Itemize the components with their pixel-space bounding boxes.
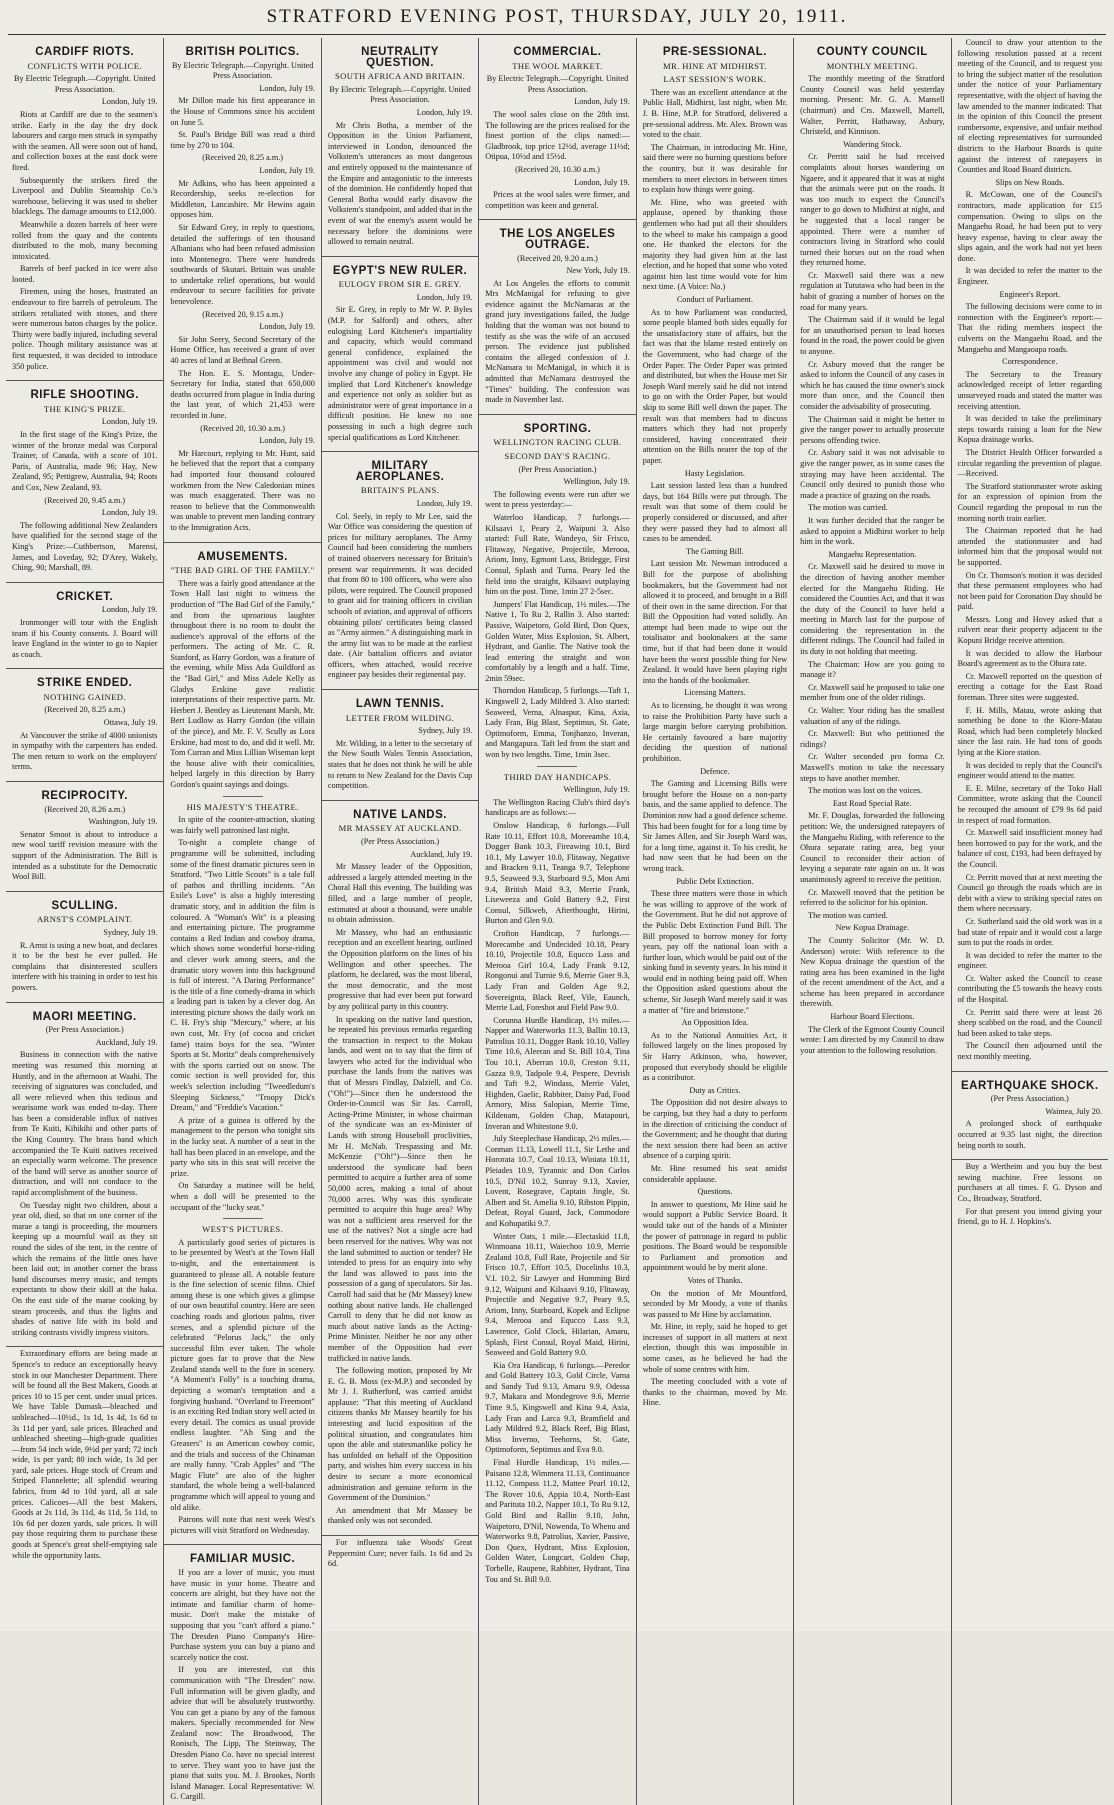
dateline: Auckland, July 19.: [410, 849, 473, 859]
advertisement: For that present you intend giving your friend, go to H. J. Hopkins's.: [957, 1206, 1102, 1227]
dateline: London, July 19.: [101, 605, 158, 615]
article-headline: BRITISH POLITICS.: [185, 46, 300, 58]
article-headline: NEUTRALITY QUESTION.: [361, 46, 439, 69]
agency-line: By Electric Telegraph.—Copyright. United Press Association.: [486, 74, 629, 94]
article-headline: EGYPT'S NEW RULER.: [332, 264, 468, 277]
section-heading: Slips on New Roads.: [995, 177, 1065, 187]
paragraph: It was decided to reply that the Council's engineer would attend to the matter.: [957, 760, 1102, 781]
received-line: (Received 20, 9.45 a.m.): [44, 495, 126, 505]
column-1: [6, 38, 163, 1805]
paragraph: If you are a lover of music, you must have music in your home. Theatre and concerts are alright, but they have not the intimate and familiar charm of home-music. Don't make the mistake of supposing that you "can't afford a piano." The Dresden Piano Company's Hire-Purchase system you can buy a piano and scarcely notice the cost.: [170, 1567, 315, 1662]
dateline: Washington, July 19.: [88, 817, 158, 827]
paragraph: R. McCowan, one of the Council's contractors, made application for £15 compensation. Owing to slips on the Mangaehu Road, he had been put to very heavy expense, having to clear away the slips again, and the work had not yet been done.: [957, 190, 1102, 263]
column-2: [163, 38, 320, 1805]
paragraph: Barrels of beef packed in ice were also looted.: [12, 264, 158, 284]
paragraph: Corunna Hurdle Handicap, 1½ miles.—Napper and Waterworks 11.3, Ballin 10.13, Patrolius 10.11, Dogger Bank 10.10, Valley Time 10.6, Aleeran and St. Bill 10.4, Tina Tou 10.1, Aberran 10.0, Creston 9.11, Gazza 9.9, Tadpole 9.4, Pespere, Devrish and Taft 9.2, Windass, Merrie Valet, Highden, Gaelic, Rabbiter, Daisy Pad, Food Armory, Miss Salopian, Merrie Time, Kildenam, Golden Chap, Matapouri, Inveran and Whitestone 9.0.: [485, 1015, 630, 1131]
article-subheadline: THE KING'S PRIZE.: [43, 403, 126, 414]
article-subheadline: SOUTH AFRICA AND BRITAIN.: [335, 71, 466, 82]
paragraph: Cr. Maxwell reported on the question of erecting a cottage for the East Road foreman. Three sites were suggested.: [957, 671, 1102, 703]
paragraph: R. Arnst is using a new boat, and declares it to be the best he ever pulled. He complains that disinterested scullers interfere with his training in order to test his powers.: [12, 940, 158, 992]
dateline: London, July 19.: [574, 177, 630, 187]
paragraph: The Chairman, in introducing Mr. Hine, said there were no burning questions before the country, but it was desirable for members to meet electors in between times to explain how things were going.: [642, 142, 788, 195]
article-headline: LAWN TENNIS.: [355, 698, 445, 711]
paragraph: The District Health Officer forwarded a circular regarding the prevention of plague.—Received.: [957, 447, 1102, 479]
paragraph: St. Paul's Bridge Bill was read a third time by 270 to 104.: [170, 130, 315, 150]
paragraph: Mr Chris Botha, a member of the Opposition in the Union Parliament, interviewed in London, denounced the Volkstem's utterances as most dangerous and entirely opposed to the maintenance of the Empire and antagonistic to the interests of the dominion. He confidently hoped that General Botha would early disavow the Volkstem's standpoint, and added that in the event of war the enemy's assent would be necessary before the dominions were allowed to remain neutral.: [327, 120, 473, 247]
paragraph: Mr Harcourt, replying to Mr. Hunt, said he believed that the report that a company had imported four thousand coloured workmen from the New Caledonian mines was much exaggerated. There was no reason to believe that the Commonwealth was unable to prevent men landing contrary to the Immigration Acts.: [170, 448, 315, 532]
paragraph: Prices at the wool sales were firmer, and competition was keen and general.: [485, 190, 630, 210]
paragraph: Last session lasted less than a hundred days, but 164 Bills were put through. The result was that some of them could be properly considered or discussed, and after they were passed they had to almost all cases to be amended.: [642, 481, 788, 544]
article-subheadline: MONTHLY MEETING.: [826, 60, 918, 71]
article-headline: COUNTY COUNCIL: [816, 46, 928, 58]
dateline: London, July 19.: [101, 508, 158, 518]
paragraph: The Clerk of the Egmont County Council wrote: I am directed by my Council to draw your attention to the following resolution.: [800, 1024, 945, 1055]
article-subheadline: WEST'S PICTURES.: [202, 1224, 284, 1235]
paragraph: In spite of the counter-attraction, skating was fairly well patronised last night.: [170, 815, 315, 835]
advertisement: Extraordinary efforts are being made at Spence's to reduce an exceptionally heavy stock in our Manchester Department. There will be found all the Best Makers, Goods at prices 10 to 15 per cent. under usual prices. We have Table Damask—bleached and unbleached—10½d., 1s 1d, 1s 4d, 1s 6d to 3s 11d per yard, sale prices. Bleached and unbleached sheeting—high-grade qualities—from 54 inch wide, 9½d per yard; 72 inch wide, 1s per yard; 80 inch wide, 1s 3d per yard, sale prices. Huge stock of Cream and Striped Flannelette; all splendid wearing fabrics, from 4d to 10d yard, all at sale prices. Calicoes—All the best Makers, Goods at 2s 11d, 3s 11d, 4s 11d, 5s 11d, to 10s 6d per dozen yards, sale prices. It will pay those requiring them to purchase these goods at Spence's great shelf-emptying sale while the opportunity lasts.: [12, 1349, 158, 1560]
paragraph: The wool sales close on the 28th inst. The following are the prices realised for the finest portion of the clips named:—Gladbrook, top price 12½d, average 11½d; Otipua, 10½d and 15½d.: [485, 109, 630, 162]
dateline: London, July 19.: [416, 292, 473, 302]
paragraph: Cr. Maxwell: But who petitioned the ridings?: [800, 729, 945, 749]
columns: [6, 38, 1108, 1802]
section-heading: Wandering Stock.: [843, 139, 902, 149]
paragraph: To-night a complete change of programme will be submitted, including some of the finest dramatic pictures seen in Stratford. "Two Little Scouts" is a tale full of pathos and thrilling incidents. "An Exile's Love" is also a highly interesting dramatic story, and in addition the film is coloured. A "Woman's Wit" is a pleasing and entertaining picture. The programme contains a Red Indian and cowboy drama, which shows some wonderful horse-riding and clever work among steers, and the dramatic story woven into this background is full of interest. "A Daring Performance" is the title of a fine comedy-drama in which a leading part is taken by a clever dog. An interesting picture shows the daily work on C. H. Fry's ship "Mercury," where, at his own cost, Mr. Fry (of cocoa and cricket fame) trains boys for the sea. "Winter Sports at St. Moritz" deals comprehensively with the sports carried out on snow. The comic section is well provided for, this week's selection including "Tweedledum's Sleeping Sickness," "Troopy Dick's Dream," and "Freddie's Vacation.": [170, 838, 315, 1113]
column-separator: [6, 891, 163, 892]
paragraph: The Chairman: How are you going to manage it?: [800, 659, 945, 680]
dateline: Waimea, July 20.: [1045, 1106, 1102, 1116]
article-subheadline: HIS MAJESTY'S THEATRE.: [186, 801, 299, 812]
dateline: London, July 19.: [259, 322, 315, 332]
paragraph: The Chairman said if it would be legal for an unauthorised person to lead horses found in the road, the power could be given to anyone.: [800, 315, 945, 357]
column-5: [636, 38, 793, 1805]
section-heading: Conduct of Parliament.: [676, 295, 754, 305]
paragraph: Waterloo Handicap, 7 furlongs.—Kilsaavi 1, Peary 2, Waipuni 3. Also started: Full Rate, Wandeyo, Sir Frisco, Flitaway, Negative, Projectile, Merooa, Ariom, Inny, Egmont Lass, Bridegge, First Consul, Splash and Turna. Peary led the field into the straight, Kilsaavi outplaying him on the post. Time, 1min 27 2-5sec.: [485, 512, 630, 597]
paragraph: The County Solicitor (Mr. W. D. Anderson) wrote: With reference to the New Kopua drainage the question of the rating area has been examined in the light of the recent amendment of the Act, and a scheme has been prepared in accordance therewith.: [800, 935, 945, 1009]
paragraph: Cr. Maxwell said insufficient money had been borrowed to pay for the work, and the balance of cost, £193, had been defrayed by the Council.: [957, 828, 1102, 869]
paragraph: On Saturday a matinee will be held, when a doll will be presented to the occupant of the "lucky seat.": [170, 1181, 315, 1212]
paragraph: Sir John Seery, Second Secretary of the Home Office, has received a grant of over 40 acres of land at Bethnal Green.: [170, 334, 315, 366]
paragraph: The Chairman said it might be better to give the ranger power to actually prosecute persons offending twice.: [800, 414, 945, 445]
paragraph: These three matters were those in which he was willing to approve of the work of the Government. But he did not approve of the Public Debt Extinction Fund Bill. The Bill proposed to borrow money for forty years, pay off the national loan with a further loan, which would be paid out of the sinking fund in seventy years. In his mind it would end in nothing being paid off. When the Opposition asked questions about the scheme, Sir Joseph Ward merely said it was a matter of "fire and brimstone.": [642, 889, 788, 1015]
column-separator: [322, 800, 478, 801]
paragraph: Mr. F. Douglas, forwarded the following petition: We, the undersigned ratepayers of the Mangaehu Riding, with reference to the Ohura separate rating area, beg your Council to reconsider their action of levying a separate rate again on us. It was unanimously agreed to receive the petition.: [800, 811, 945, 884]
article-headline: SCULLING.: [51, 899, 118, 912]
paragraph: The Council then adjourned until the next monthly meeting.: [957, 1041, 1102, 1062]
paragraph: Cr. Walter asked the Council to cease contributing the £5 towards the heavy costs of the Hospital.: [957, 973, 1102, 1005]
column-separator: [952, 1159, 1108, 1160]
paragraph: In answer to questions, Mr Hine said he would support a Public Service Board. It would take out of the hands of a Minister the power of patronage in regard to public positions. The Board would be responsible to Parliament and promotion and appointment would be by merit alone.: [642, 1199, 788, 1273]
received-line: (Received 20, 8.26 a.m.): [44, 804, 126, 814]
paragraph: Senator Smoot is about to introduce a new wool tariff revision measure with the support of the Administration. The Bill is intended as a substitute for the Democratic Wool Bill.: [12, 829, 158, 882]
paragraph: An amendment that Mr Massey be thanked only was not seconded.: [327, 1505, 473, 1526]
article-subheadline: LAST SESSION'S WORK.: [663, 74, 767, 85]
paragraph: There was an excellent attendance at the Public Hall, Midhirst, last night, when Mr. J. B. Hine, M.P. for Stratford, delivered a pre-sessional address. Mr. Alex. Brown was voted to the chair.: [642, 87, 788, 140]
paragraph: E. E. Milne, secretary of the Toko Hall Committee, wrote asking that the Council be recouped the amount of £79 9s 6d paid in respect of road formation.: [957, 783, 1102, 825]
paragraph: The Wellington Racing Club's third day's handicaps are as follows:—: [485, 797, 630, 818]
column-separator: [6, 1002, 163, 1003]
paragraph: The Opposition did not desire always to be carping, but they had a duty to perform in the direction of criticising the conduct of the Government; and he thought that during the next session there had been an active absence of a carping spirit.: [642, 1098, 788, 1161]
column-separator: [322, 689, 478, 690]
dateline: London, July 19.: [259, 436, 315, 446]
short-rule: [537, 766, 577, 767]
article-subheadline: SECOND DAY'S RACING.: [504, 451, 611, 461]
article-subheadline: "THE BAD GIRL OF THE FAMILY.": [170, 565, 315, 576]
paragraph: The Stratford stationmaster wrote asking for an expression of opinion from the Council regarding the proposal to run the morning north train earlier.: [957, 481, 1102, 523]
section-heading: The Gaming Bill.: [686, 546, 744, 556]
paragraph: At Vancouver the strike of 4000 unionists in sympathy with the carpenters has ended. The men return to work on the employers' terms.: [12, 730, 158, 772]
paragraph: Cr. Walter seconded pro forma Cr. Maxwell's motion to take the necessary steps to have another member.: [800, 752, 945, 783]
paragraph: If you are interested, cut this communication with "The Dresden" now. Full information will be given gladly, and advice that will be absolutely trustworthy. You can get a piano by any of the famous makers. Specially recommended for New Zealand now: The Broadwood, The Ronisch, The Lipp, The Steinway, The Dresden Piano Co. have no special interest to serve. They want you to have just the piano that suits you. M. J. Brookes, North Island Manager. Local Representative: W. G. Cargill.: [170, 1665, 315, 1802]
paragraph: Thorndon Handicap, 5 furlongs.—Taft 1, Kingswell 2, Lady Mildred 3. Also started: Seaweed, Verna, Alnaspur, Kina, Axia, Lady Fran, Big Blast, Septimus, St. Gate, Optimoform, Emma, Tonjhanzo, Inveran, and Mangapura. Taft led from the start and won by two lengths. Time, 1min 3sec.: [485, 686, 630, 760]
dateline: Wellington, July 19.: [563, 785, 630, 795]
paragraph: The following motion, proposed by Mr E. G. B. Moss (ex-M.P.) and seconded by Mr J. J. Rutherford, was carried amidst applause: "That this meeting of Auckland citizens thanks Mr Massey heartily for his interesting and lucid exposition of the political situation, and congratulates him upon the able and statesmanlike policy he has unfolded on behalf of the Opposition party, and wishes him every success in his desire to secure a more economical administration and genuine reform in the Government of the Dominion.": [327, 1366, 473, 1503]
paragraph: On the motion of Mr Mountford, seconded by Mr Moody, a vote of thanks was passed to Mr Hine by acclamation.: [642, 1288, 788, 1319]
article-headline: STRIKE ENDED.: [37, 677, 133, 690]
column-separator: [6, 1346, 163, 1347]
dateline: London, July 19.: [101, 417, 158, 427]
agency-line: By Electric Telegraph.—Copyright. United Press Association.: [329, 84, 471, 105]
paragraph: The following additional New Zealanders have qualified for the second stage of the King's Prize:—Cuthbertson, Marensi, James, and Loveday, 92; D'Arey, Wakely, Ching, 90; Marshall, 89.: [12, 520, 158, 573]
paragraph: The motion was carried.: [808, 910, 888, 920]
column-4: [478, 38, 635, 1805]
paragraph: Mr Massey, who had an enthusiastic reception and an excellent hearing, outlined the Opposition platform on the lines of his Wellington and other speeches. The platform, he declared, was the most liberal, the most democratic, and the most progressive that had ever been put forward by any political party in this country.: [327, 927, 473, 1011]
paragraph: It was decided to refer the matter to the Engineer.: [957, 266, 1102, 287]
paragraph: A prolonged shock of earthquake occurred at 9.35 last night, the direction being north to south.: [957, 1119, 1102, 1150]
paragraph: Kia Ora Handicap, 6 furlongs.—Peredor and Gold Battery 10.3, Gold Circle, Varna and Sandy Tud 9.13, Amaru 9.9, Odessa 9.7, Makara and Mondegrove 9.6, Merrie Time 9.5, Kingswell and Kina 9.4, Axia, Lady Fran and Larca 9.3, Bramfield and Lady Mildred 9.2, Black Reef, Big Blast, Miss Inverno, Teehorns, St. Gate, Optimoform, Septimus and Eva 9.0.: [485, 1360, 630, 1455]
agency-line: (Per Press Association.): [518, 464, 597, 474]
section-heading: Public Debt Extinction.: [676, 876, 754, 886]
paragraph: The motion was carried.: [808, 503, 888, 513]
paragraph: Mr Massey leader of the Opposition, addressed a largely attended meeting in the Choral Hall this evening. The building was filled, and a large number of people, estimated at about a thousand, were unable to obtain admission.: [327, 862, 473, 925]
column-separator: [6, 781, 163, 782]
paragraph: Winter Oats, 1 mile.—Electaskid 11.8, Winmoana 10.11, Waiechoo 10.9, Merrie Zealand 10.8, Full Rate, Projectile and Sir Frisco 10.7, Effort 10.5, Docelinhs 10.3, V.I. 10.2, Sir Lawyer and Humming Bird 9.12, Waipuni and Kilsaavi 9.10, Flitaway, Projectile and Negative 9.7, Peary 9.5, Ariom, Inny, Starboard, Kopek and Eclipse 9.4, Merooa and Equcco Lass 9.3, Lawrence, Gold Clock, Hilarian, Amaru, Splash, First Consul, Royal Maid, Hirini, Seaweed and Gold Battery 9.0.: [485, 1231, 630, 1358]
dateline: Ottawa, July 19.: [103, 718, 158, 728]
article-headline: MAORI MEETING.: [32, 1010, 137, 1023]
section-heading: Hasty Legislation.: [684, 468, 745, 478]
column-separator: [322, 256, 478, 257]
paragraph: Cr. Perritt moved that at next meeting the Council go through the roads which are in debt with a view to striking special rates on them where necessary.: [957, 872, 1102, 914]
article-subheadline: NOTHING GAINED.: [43, 691, 126, 702]
masthead-rule: [8, 34, 1106, 35]
paragraph: It was decided to refer the matter to the engineer.: [957, 950, 1102, 971]
column-separator: [164, 542, 320, 543]
section-heading: Engineer's Report.: [999, 289, 1061, 299]
paragraph: Sir Edward Grey, in reply to questions, detailed the sufferings of ten thousand Albanians who had been refused admission into Montenegro. There were hundreds southwards of Skutari. Britain was unable to undertake relief operations, but would endeavour to secure facilities for private benevolence.: [170, 222, 315, 307]
paragraph: Subsequently the strikers fired the Liverpool and Dublin Steamship Co.'s warehouse, believing it was used to shelter blacklegs. The damage amounts to £12,000.: [12, 175, 158, 217]
column-separator: [6, 582, 163, 583]
paragraph: July Steeplechase Handicap, 2½ miles.—Conman 11.13, Lowell 11.1, Sir Lethe and Hororata 10.7, Coal 10.13, Winiata 10.11, Pleiades 10.9, Tyrannic and Don Carlos 10.5, D'Nil 10.2, Sunray 9.13, Xavier, Lovent, Rosegrave, Captain Jingle, St. Albert and St. Amelia 9.10, Ribston Pippin, Defeat, Royal Guard, Jack, Commodore and Kohupatiki 9.7.: [485, 1134, 630, 1228]
article-headline: EARTHQUAKE SHOCK.: [961, 1079, 1099, 1092]
dateline: Wellington, July 19.: [563, 477, 630, 487]
paragraph: F. H. Mills, Matau, wrote asking that something be done to the Kiore-Matau Road, which had been completely blocked since the last rain. He had tons of goods lying at the Kiore station.: [957, 705, 1102, 757]
agency-line: (Per Press Association.): [361, 837, 440, 846]
article-subheadline: MR MASSEY AT AUCKLAND.: [338, 823, 462, 834]
advertisement: For influenza take Woods' Great Peppermint Cure; never fails. 1s 6d and 2s 6d.: [327, 1538, 473, 1569]
paragraph: A prize of a guinea is offered by the management to the person who tonight sits in the lucky seat. A number of a seat in the hall has been placed in an envelope, and the party who sits in this seat will receive the prize.: [170, 1115, 315, 1178]
paragraph: Cr. Maxwell moved that the petition be referred to the solicitor for his opinion.: [800, 887, 945, 908]
column-6: [793, 38, 950, 1805]
paragraph: As to licensing, he thought it was wrong to raise the Prohibition Party have such a large margin before carrying prohibition. He certainly favoured a bare majority deciding the question of national prohibition.: [642, 701, 788, 763]
paragraph: The Hon. E. S. Montagu, Under-Secretary for India, stated that 650,000 deaths occurred from plague in India during the last year, of which 21,453 were recorded in June.: [170, 368, 315, 420]
section-heading: East Road Special Rate.: [833, 798, 912, 808]
paragraph: Messrs. Long and Hovey asked that a culvert near their property adjacent to the Kopuni Bridge receive attention.: [957, 614, 1102, 646]
article-headline: THE LOS ANGELES OUTRAGE.: [499, 228, 616, 251]
article-subheadline: EULOGY FROM SIR E. GREY.: [338, 279, 462, 290]
paragraph: Jumpers' Flat Handicap, 1½ miles.—The Native 1, To Ru 2, Rallin 3. Also started: Passive, Waipetoro, Gold Bird, Don Quex, Golden Water, Miss Explosion, St. Albert, Hydrant, and Ganlie. The Native took the lead entering the straight and won comfortably by a length and a half. Time, 2min 59sec.: [485, 599, 630, 683]
dateline: London, July 19.: [416, 107, 473, 117]
paragraph: Mr. Hine, in reply, said he hoped to get increases of support in all matters at next election, though this was impossible in some cases, as he believed he had the whole of some centres with him.: [642, 1322, 788, 1374]
agency-line: (Per Press Association.): [990, 1094, 1069, 1104]
received-line: (Received 20, 10.30 a.m.): [200, 423, 286, 433]
dateline: London, July 19.: [416, 498, 473, 508]
paragraph: A particularly good series of pictures is to be presented by West's at the Town Hall to-night, and the entertainment is guaranteed to please all. A notable feature is the fine selection of scenic films. Chief among these is one which gives a glimpse of our own beautiful country. Here are seen coaching roads and glorious palms, river scenes, and a splendid picture of the celebrated "Pelorus Jack," the only successful film ever taken. The whole picture goes far to prove that the New Zealand stands well to the fore in scenery. "A Moment's Folly" is a touching drama, depicting a woman's temptation and a forgiving husband. "Overland to Freemont" is an exciting Red Indian story well acted in every detail. The comics as usual provide endless laughter. "Ah Sing and the Greasers" is an American cowboy comic, and the trials and success of the Chinaman are really funny. "Crab Apples" and "The Magic Flute" are also of the higher standard, the whole being a well-balanced programme which will appeal to young and old alike.: [170, 1237, 315, 1512]
article-headline: PRE-SESSIONAL.: [662, 46, 767, 58]
article-subheadline: CONFLICTS WITH POLICE.: [27, 60, 142, 71]
short-rule: [223, 1218, 263, 1219]
column-7: [951, 38, 1108, 1805]
article-subheadline: WELLINGTON RACING CLUB.: [493, 437, 622, 448]
agency-line: By Electric Telegraph.—Copyright. United Press Association.: [14, 74, 156, 94]
article-headline: COMMERCIAL.: [513, 46, 602, 58]
dateline: Sydney, July 19.: [103, 927, 158, 937]
dateline: Auckland, July 19.: [95, 1037, 158, 1047]
paragraph: Mr Adkins, who has been appointed a Recordership, seeks re-election for Middleton, Lancashire. Mr Hewins again opposes him.: [170, 178, 315, 220]
paragraph: The following decisions were come to in connection with the Engineer's report:—That the riding members inspect the culverts on the Mangaehu Road, and the Mangaehu and Mangaoapa roads.: [957, 302, 1102, 354]
article-subheadline: ARNST'S COMPLAINT.: [36, 914, 133, 925]
section-heading: Mangaehu Representation.: [828, 549, 917, 559]
section-heading: Defence.: [700, 766, 730, 776]
article-subheadline: BRITAIN'S PLANS.: [360, 485, 440, 496]
paragraph: Cr. Perritt said he had received complaints about horses wandering on Ngaere, and it appeared that it was at night that the animals were put on the roads. It was too much to expect the Council's ranger to go down to Midhirst at night, and he suggested that a local ranger be appointed. There were a number of contractors living in Stratford who could turned their horses out on the road when they returned home.: [800, 152, 945, 268]
paragraph: The monthly meeting of the Stratford County Council was held yesterday morning. Present: Mr. G. A. Mansell (chairman) and Crs. Maxwell, Martell, Walter, Perritt, Hathaway, Asbury, Christeld, and Kinnison.: [800, 74, 945, 137]
section-heading: Duty as Critics.: [689, 1085, 741, 1095]
dateline: New York, July 19.: [566, 266, 630, 276]
dateline: London, July 19.: [259, 83, 315, 93]
section-heading: Votes of Thanks.: [687, 1275, 743, 1285]
paragraph: Cr. Asbury said it was not advisable to give the ranger power, as in some cases the straying may have been accidental. The Council only desired to punish those who made a practice of grazing on the roads.: [800, 448, 945, 500]
paragraph: Cr. Maxwell said there was a new regulation at Tututawa who had been in the habit of grazing a number of horses on the road for many years.: [800, 270, 945, 312]
paragraph: Cr. Maxwell said he proposed to take one member from one of the older ridings.: [800, 682, 945, 703]
paragraph: On Cr. Thomson's motion it was decided that these permanent employees who had not been paid for Coronation Day should be paid.: [957, 570, 1102, 612]
paragraph: Cr. Sutherland said the old work was in a bad state of repair and it would cost a large sum to put the roads in order.: [957, 916, 1102, 948]
column-separator: [952, 1071, 1108, 1072]
paragraph: The following events were run after we went to press yesterday:—: [485, 489, 630, 510]
article-headline: CARDIFF RIOTS.: [35, 46, 135, 58]
paragraph: Business in connection with the native meeting was resumed this morning at Huntly, and in the afternoon at Waahi. The receiving of signatures was concluded, and all were relieved when this tedious and wearisome work was ended to-day. There has been a considerable influx of natives from Te Kuiti, Kihikihi and other parts of the King Country. The brass band which accompanied the Te Kuiti natives received an especially warm welcome. The presence of the band will serve as another source of distraction, and will not conduce to the rapid accomplishment of the business.: [12, 1050, 158, 1198]
column-3: [321, 38, 478, 1805]
masthead: STRATFORD EVENING POST, THURSDAY, JULY 20, 1911.: [266, 6, 848, 27]
article-subheadline: THE WOOL MARKET.: [512, 60, 603, 71]
agency-line: By Electric Telegraph.—Copyright. United Press Association.: [171, 60, 314, 81]
paragraph: Patrons will note that next week West's pictures will visit Stratford on Wednesday.: [170, 1515, 315, 1535]
section-heading: Harbour Board Elections.: [830, 1012, 915, 1022]
paragraph: As to how Parliament was conducted, some people blamed both sides equally for the unsatisfactory state of affairs, but the fact was that the blame rested entirely on the Government, who had charge of the Order Paper. The Order Paper was printed and distributed, but when the House met Sir Joseph Ward merely said he did not intend to go on with the Order Paper, but would skip to some Bill well down the paper. The result was that members had to discuss matters which they had not properly considered, having concentrated their attention on the Bills nearer the top of the paper.: [642, 307, 788, 465]
paragraph: There was a fairly good attendance at the Town Hall last night to witness the production of "The Bad Girl of the Family," and from the uproarious laughter throughout there is no room to doubt the audience's approval of the efforts of the performers. The acting of Mr. C. R. Stanford, as Harry Gordon, was a feature of the evening, while Miss Ada Guildford as the "Bad Girl," and Miss Adele Kelly as Gladys Erskine gave realistic interpretations of their respective parts. Mr. Herbert J. Bentley as Lieutenant Marsh, Mr. Bert Ludlow as Harry Gordon (the villain of the piece), and Mr. F. V. Scully as Lora Erskine, had most to do, and did it well. Mr. Tom Curran and Miss Lillian Wiseman kept the house alive with their comicalities, helped largely in this direction by Barry Gordon's quaint sayings and doings.: [170, 578, 315, 789]
paragraph: In the first stage of the King's Prize, the winner of the bronze medal was Corporal Trainer, of Canada, with a score of 101. Paris, of Australia, made 96; Hay, New Zealand, 95; Pettigrew, Australia, 94; Roots and Cox, New Zealand, 93.: [12, 430, 158, 492]
article-headline: NATIVE LANDS.: [353, 808, 447, 821]
paragraph: Meanwhile a dozen barrels of beer were rolled from the quay and the contents distributed to the mob, many becoming intoxicated.: [12, 219, 158, 261]
paragraph: Crofton Handicap, 7 furlongs.—Morecambe and Undecided 10.18, Peary 10.10, Projectile 10.8, Equcco Lass and Merooa Girl 10.4, Lady Frank 9.12, Rongonui and Turnie 9.6, Merrie Goer 9.3, Lady Fran and Golden Age 9.2, Sovereignta, Black Reef, Vile, Eaunch, Merrie Lad, Foreshot and Field Paw 9.0.: [485, 928, 630, 1013]
paragraph: Mr Dillon made his first appearance in the House of Commons since his accident on June 5.: [170, 96, 315, 127]
article-subheadline: LETTER FROM WILDING.: [345, 712, 455, 723]
article-headline: CRICKET.: [56, 590, 114, 603]
article-headline: RECIPROCITY.: [41, 790, 128, 803]
paragraph: The meeting concluded with a vote of thanks to the chairman, moved by Mr. Hine.: [642, 1377, 788, 1408]
short-rule: [223, 796, 263, 797]
paragraph: Mr. Wilding, in a letter to the secretary of the New South Wales Tennis Association, states that he does not think he will be able to return to New Zealand for the Davis Cup competition.: [327, 738, 473, 791]
dateline: London, July 19.: [259, 165, 315, 175]
article-headline: SPORTING.: [523, 422, 592, 435]
paragraph: The Chairman reported that he had attended the stationmaster and had informed him that the proposal would not be supported.: [957, 526, 1102, 567]
paragraph: Riots at Cardiff are due to the seamen's strike. Early in the day the dry dock labourers and cargo men struck in sympathy with the seamen. All were soon out of hand, and collection boxes at the east dock were fired.: [12, 109, 158, 172]
paragraph: Cr. Asbury moved that the ranger be asked to inform the Council of any cases in which he has caused the time owner's stock more than once, and the Council then consider the advisability of prosecuting.: [800, 359, 945, 411]
article-headline: AMUSEMENTS.: [197, 550, 288, 563]
paragraph: Cr. Perritt said there were at least 26 sheep scabbed on the road, and the Council had been asked to take steps.: [957, 1007, 1102, 1038]
column-separator: [6, 668, 163, 669]
paragraph: Col. Seely, in reply to Mr Lee, said the War Office was considering the question of prices for military aeroplanes. The Army Council had been considering the numbers of trained observers necessary for Britain's present war requirements. It was decided that from 80 to 100 officers, who were also pilots, were required. The Council proposed to grant aid for training officers in civilian schools of aviation, and approval of officers obtaining pilots' certificates being classed as "Army airmen." A distinguishing mark in the army list was to be made at the earliest date. (Air battalion officers and aviator officers, when attached, would receive engineer pay besides their regimental pay.: [327, 511, 473, 680]
column-separator: [322, 1535, 478, 1536]
paragraph: On Tuesday night two children, about a year old, died, so that on one corner of the marae a tangi is proceeding, the mourners keeping up a mournful wail as they sit round the sides of the tent, in the centre of which the remains of the little ones have been laid out; in another corner the brass band discourses merry music, and tempts expectants to show their skill at the haka. On the east side of the marae cooking by steam proceeds, and thus the lights and shades of native life with its bold and striking contrasts vividly impress visitors.: [12, 1200, 158, 1337]
column-separator: [164, 1544, 320, 1545]
received-line: (Received 20, 9.20 a.m.): [517, 253, 598, 263]
paragraph: Sir E. Grey, in reply to Mr W. P. Byles (M.P. for Salford) and others, after eulogising Lord Kitchener's impartiality and capacity, which would command general confidence, explained the appointment was civil and would not involve any change of policy in Egypt. He implied that Lord Kitchener's knowledge and experience not only as soldier but as administrator were of great importance in a difficult position. He knew no one possessing in such a high degree such special qualifications as Lord Kitchener.: [327, 305, 473, 442]
paragraph: The Gaming and Licensing Bills were brought before the House on a non-party basis, and the same applied to defence. The Dominion now had a good defence scheme. This had been fought for for a long time by Sir James Allen, and Sir Joseph Ward was, for a long time, against it. To his credit, he had now seen that he had been on the wrong track.: [642, 779, 788, 873]
paragraph: The Secretary to the Treasury acknowledged receipt of letter regarding unsurveyed roads and stated the matter was receiving attention.: [957, 369, 1102, 411]
paragraph: In speaking on the native land question, he repeated his previous remarks regarding the transaction in respect to the Mokau lands, and went on to say that the firm of lawyers who acted for the individual who purchase the lands from the natives was that of Messrs Findlay, Dalziell, and Co. ("Oh!")—Since then he understood the Order-in-Council was Sir Jas. Carroll, Acting-Prime Minister, in whose chairman of the syndicate was an ex-Minister of Lands with strong Houseboll proclivities, Mr H. McNab. Trespassing and Mr. McKenzie ("Oh!")—Since then he understood the syndicate had been permitted to acquire a further area of some 50,000 acres, making a total of about 70,000 acres. Why was this syndicate permitted to acquire this huge area? Why was not a sufficient area reserved for the use of the natives? Not a single acre had been reserved for the natives. Why was not the land submitted to auction or tender? He intended to press for an enquiry into why the land was allowed to pass into the possession of a gang of speculators. Sir Jas. Carroll had said that he (Mr Massey) knew nothing about native lands. He challenged Carroll to deny that he did not know as much about native lands as the Acting-Prime Minister. Neither he nor any other member of the Opposition had ever trafficked in native lands.: [327, 1014, 473, 1363]
article-subheadline: THIRD DAY HANDICAPS.: [503, 771, 612, 782]
section-heading: Licensing Matters.: [684, 688, 746, 698]
paragraph: Firemen, using the hoses, frustrated an endeavour to fire barrels of petroleum. The strikers retaliated with stones, and there were numerous baton charges by the police. Thirty were badly injured, including several police. Though military assistance was at first requested, it was decided to introduce 350 police.: [12, 287, 158, 371]
paragraph: Final Hurdle Handicap, 1½ miles.—Paisano 12.8, Wimmera 11.13, Continuance 11.12, Compass 11.2, Mattee Pearl 10.12, The Rover 10.6, Appia 10.4, North-East and Parituta 10.2, Napper 10.1, To Ru 9.12, Gold Bird and Rallin 9.10, John, Waipetoro, D'Nil, Nowenda, To Whenu and Waterworks 9.8, Patrolius, Xavier, Passive, Don Quex, Hydrant, Miss Explosion, Golden Water, Longcart, Golden Chap, Torbelle, Raupene, Rabbiter, Hydrant, Tina Tou and St. Bill 9.0.: [485, 1458, 630, 1584]
advertisement: Buy a Wertheim and you buy the best sewing machine. Free lessons on purchasers at all times. F. G. Dyson and Co., Broadway, Stratford.: [957, 1162, 1102, 1203]
received-line: (Received 20, 9.15 a.m.): [202, 309, 283, 319]
received-line: (Received 20, 8.25 a.m.): [44, 705, 126, 715]
paragraph: Mr. Hine resumed his seat amidst considerable applause.: [642, 1163, 788, 1184]
section-heading: New Kopua Drainage.: [835, 923, 910, 933]
section-heading: An Opposition Idea.: [681, 1018, 749, 1028]
paragraph: It was further decided that the ranger be asked to appoint a Midhirst worker to help him in the work.: [800, 515, 945, 547]
paragraph: Cr. Maxwell said he desired to move in the direction of having another member elected for the Mangaehu Riding. He considered the Counties Act, and that it was the duty of the Council to have held a meeting in March last for the purpose of considering the representation in the different ridings. The Council had failed in its duty in not holding that meeting.: [800, 562, 945, 657]
received-line: (Received 20, 10.30 a.m.): [515, 164, 600, 174]
paragraph: Cr. Walter: Your riding has the smallest valuation of any of the ridings.: [800, 706, 945, 726]
paragraph: It was decided to take the preliminary steps towards raising a loan for the New Kopua drainage works.: [957, 414, 1102, 445]
dateline: London, July 19.: [101, 97, 158, 107]
article-headline: MILITARY AEROPLANES.: [355, 460, 445, 483]
paragraph: Council to draw your attention to the following resolution passed at a recent meeting of the Council, and to request you to bring the subject matter of the resolution under the notice of your Parliamentary representative, with the object of having the law amended to the manner indicated: That in the opinion of this Council the present cumbersome, expensive, and unfair method of electing representatives for surrounded districts to the Harbour Boards is quite against the interest of ratepayers in Counties and Road Board districts.: [957, 38, 1102, 175]
agency-line: (Per Press Association.): [45, 1025, 124, 1035]
column-separator: [479, 219, 635, 220]
section-heading: Questions.: [697, 1187, 733, 1197]
paragraph: The motion was lost on the voices.: [808, 786, 923, 796]
paragraph: Onslow Handicap, 6 furlongs.—Full Rate 10.11, Effort 10.8, Moreeamhe 10.4, Dogger Bank 10.3, Fireawing 10.1, Bird 10.1, My Lawyer 10.0, Flitaway, Negative and Bracken 9.11, Teanga 9.7, Telephone 9.5, Seaweed 9.3, Starboard 9.5, Mon Ami 9.4, British Maid 9.3, Merrie Frank, Liseweeza and Gold Battery 9.2, First Consul, Silkweb, Afterthought, Hirini, Burton and Glen 9.0.: [485, 821, 630, 926]
article-subheadline: MR. HINE AT MIDHIRST.: [663, 60, 767, 71]
article-headline: RIFLE SHOOTING.: [30, 389, 139, 402]
paragraph: Ironmonger will tour with the English team if his County consents. J. Board will leave England in the winter to go to Napier as coach.: [12, 617, 158, 659]
column-separator: [322, 451, 478, 452]
paragraph: As to the National Annuities Act, it followed largely on the lines proposed by Sir Harry Atkinson, who, however, proposed that everybody should be eligible as a contributor.: [642, 1030, 788, 1083]
paragraph: Last session Mr. Newman introduced a Bill for the purpose of abolishing bookmakers, but the Government had not allowed it to proceed, and brought in a Bill of their own in the same direction. For that Bill the Opposition had voted solidly. An attempt had been made to wipe out the totalisator and bookmakers at the same time, but if that had been done it would have been the worst possible thing for New Zealand. It would have been playing right into the hands of the bookmaker.: [642, 559, 788, 685]
dateline: Sydney, July 19.: [418, 726, 473, 736]
column-separator: [479, 414, 635, 415]
paragraph: At Los Angeles the efforts to commit Mrs McManigal for refusing to give evidence against the McNamaras at the grand jury investigations failed, the Judge holding that the woman was not bound to testify as she was the wife of an accused person. The evidence just published contains the alleged confession of J. McNamara to McManigal, in which it is admitted that McNamara destroyed the "Times" building. The confession was made in November last.: [485, 278, 630, 405]
section-heading: Correspondence.: [1002, 357, 1058, 367]
column-separator: [6, 380, 163, 381]
dateline: London, July 19.: [574, 97, 630, 107]
article-headline: FAMILIAR MUSIC.: [190, 1553, 296, 1566]
paragraph: It was decided to allow the Harbour Board's agreement as to the Ohura rate.: [957, 648, 1102, 669]
paragraph: Mr. Hine, who was greeted with applause, opened by thanking those gentlemen who had put all their shoulders to the wheel to make his campaign a good one. He thanked the electors for the majority they had given him at the last election, and he hoped that some who voted against him last time would vote for him next time. (A Voice: No.): [642, 197, 788, 292]
received-line: (Received 20, 8.25 a.m.): [202, 153, 283, 163]
